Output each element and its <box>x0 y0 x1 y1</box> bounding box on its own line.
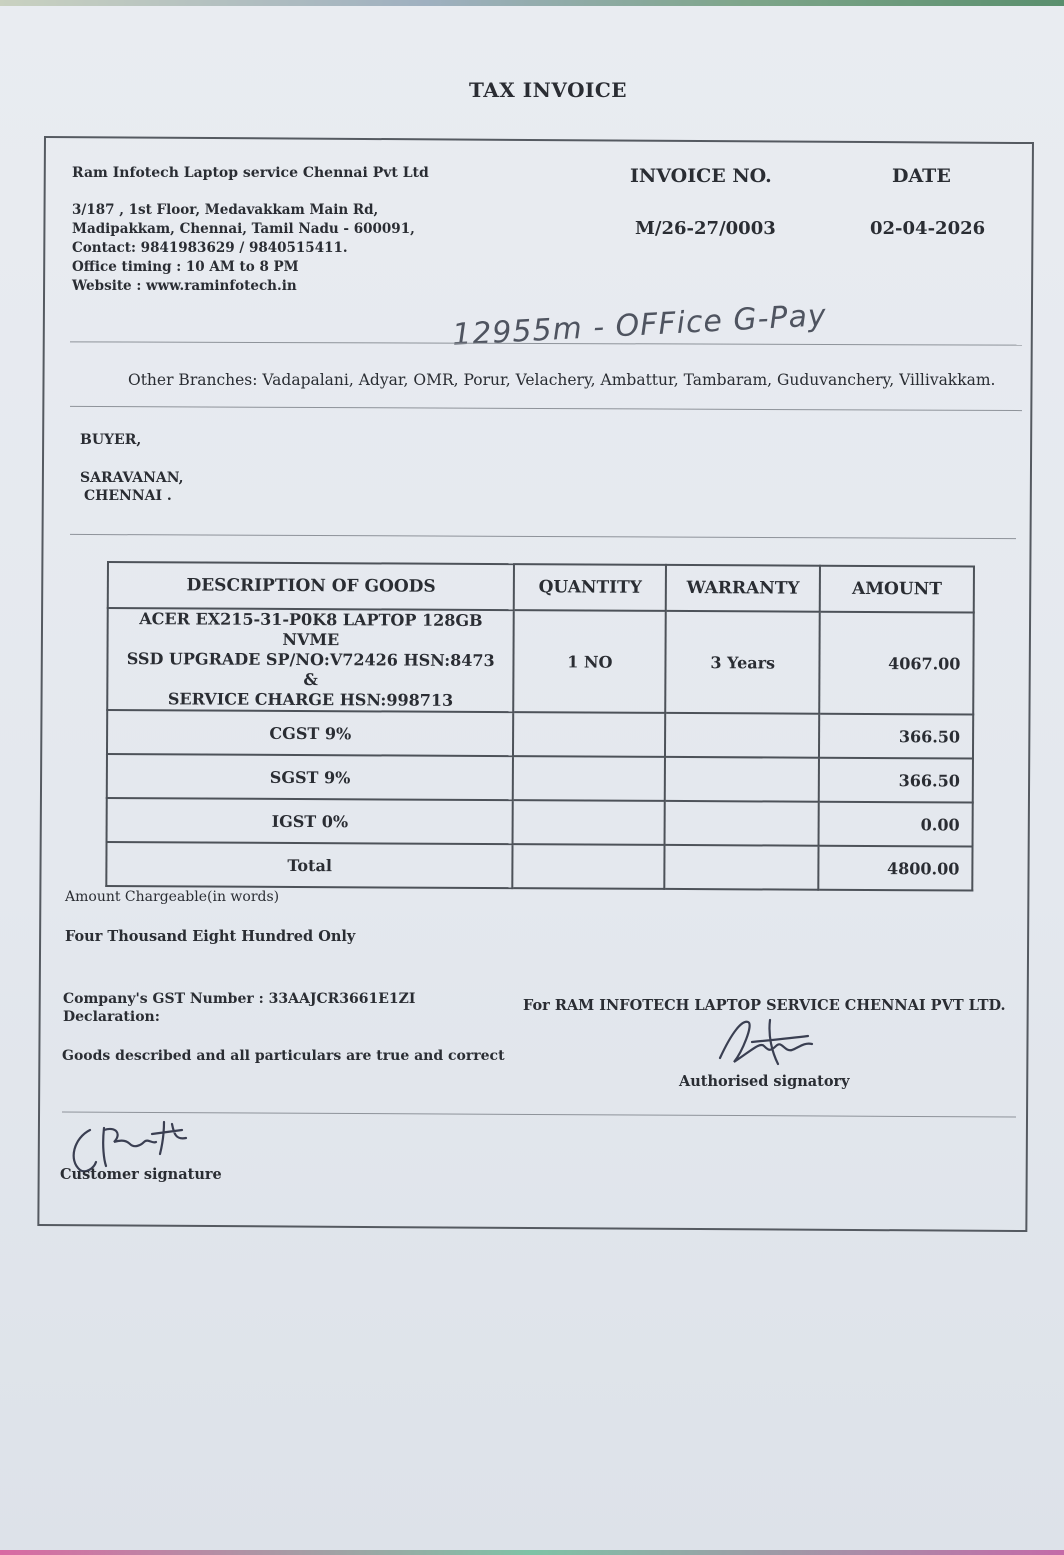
seller-contact: Contact: 9841983629 / 9840515411. <box>72 240 348 256</box>
buyer-name: SARAVANAN, <box>80 470 184 486</box>
buyer-city: CHENNAI . <box>84 488 172 504</box>
table-row <box>107 754 973 803</box>
table-header-row <box>108 562 974 613</box>
document-title: TAX INVOICE <box>468 78 628 102</box>
item-quantity: 1 NO <box>514 610 666 713</box>
customer-signature: Customer signature <box>60 1166 222 1183</box>
top-edge <box>0 0 1064 6</box>
column-header: AMOUNT <box>820 566 974 613</box>
tax-label: CGST 9% <box>107 710 514 756</box>
tax-amount: 0.00 <box>819 802 973 847</box>
declaration-text: Goods described and all particulars are true and correct <box>62 1048 505 1064</box>
total-amount: 4800.00 <box>818 846 972 891</box>
seller-name: Ram Infotech Laptop service Chennai Pvt Ltd <box>72 165 429 181</box>
invoice-date: 02-04-2026 <box>870 218 986 239</box>
empty-cell <box>513 844 665 889</box>
declaration-label: Declaration: <box>63 1009 160 1025</box>
tax-amount: 366.50 <box>819 758 973 803</box>
item-description-line: SERVICE CHARGE HSN:998713 <box>167 689 454 710</box>
seller-website: Website : www.raminfotech.in <box>72 278 297 294</box>
item-description-line: SSD UPGRADE SP/NO:V72426 HSN:8473 & <box>126 649 495 690</box>
date-label: DATE <box>892 165 951 187</box>
empty-cell <box>665 757 819 802</box>
amount-words-label: Amount Chargeable(in words) <box>65 889 280 905</box>
table-row <box>107 798 973 847</box>
column-header: WARRANTY <box>666 565 820 612</box>
tax-amount: 366.50 <box>819 714 973 759</box>
item-description <box>107 608 514 712</box>
authorised-signatory: Authorised signatory <box>679 1073 850 1090</box>
amount-in-words: Four Thousand Eight Hundred Only <box>65 928 356 945</box>
invoice-number-label: INVOICE NO. <box>630 165 772 187</box>
gst-number: Company's GST Number : 33AAJCR3661E1ZI <box>63 991 416 1007</box>
seller-address-line: Madipakkam, Chennai, Tamil Nadu - 600091, <box>72 221 415 237</box>
goods-table <box>105 561 975 892</box>
tax-label: IGST 0% <box>107 798 514 844</box>
handwritten-note: 12955m - OFFice G-Pay <box>451 298 828 353</box>
empty-cell <box>665 713 819 758</box>
column-header: QUANTITY <box>514 564 666 611</box>
seller-office-timing: Office timing : 10 AM to 8 PM <box>72 259 299 275</box>
for-company: For RAM INFOTECH LAPTOP SERVICE CHENNAI PVT LTD. <box>523 997 1006 1014</box>
item-warranty: 3 Years <box>666 611 820 714</box>
empty-cell <box>513 756 665 801</box>
total-label: Total <box>106 842 513 888</box>
column-header: DESCRIPTION OF GOODS <box>108 562 515 610</box>
item-description-line: ACER EX215-31-P0K8 LAPTOP 128GB NVME <box>139 609 483 650</box>
other-branches: Other Branches: Vadapalani, Adyar, OMR, Porur, Velachery, Ambattur, Tambaram, Guduvanchery, Villivakkam. <box>128 371 996 389</box>
empty-cell <box>513 712 665 757</box>
tax-label: SGST 9% <box>107 754 514 800</box>
seller-address-line: 3/187 , 1st Floor, Medavakkam Main Rd, <box>72 202 379 218</box>
table-row <box>107 710 973 759</box>
empty-cell <box>665 845 819 890</box>
authorised-signature-icon <box>712 1012 822 1074</box>
empty-cell <box>513 800 665 845</box>
empty-cell <box>665 801 819 846</box>
table-row <box>106 842 972 891</box>
buyer-label: BUYER, <box>80 432 142 448</box>
item-amount: 4067.00 <box>819 612 973 715</box>
invoice-number: M/26-27/0003 <box>635 218 776 239</box>
bottom-edge <box>0 1550 1064 1555</box>
table-row <box>107 608 974 715</box>
